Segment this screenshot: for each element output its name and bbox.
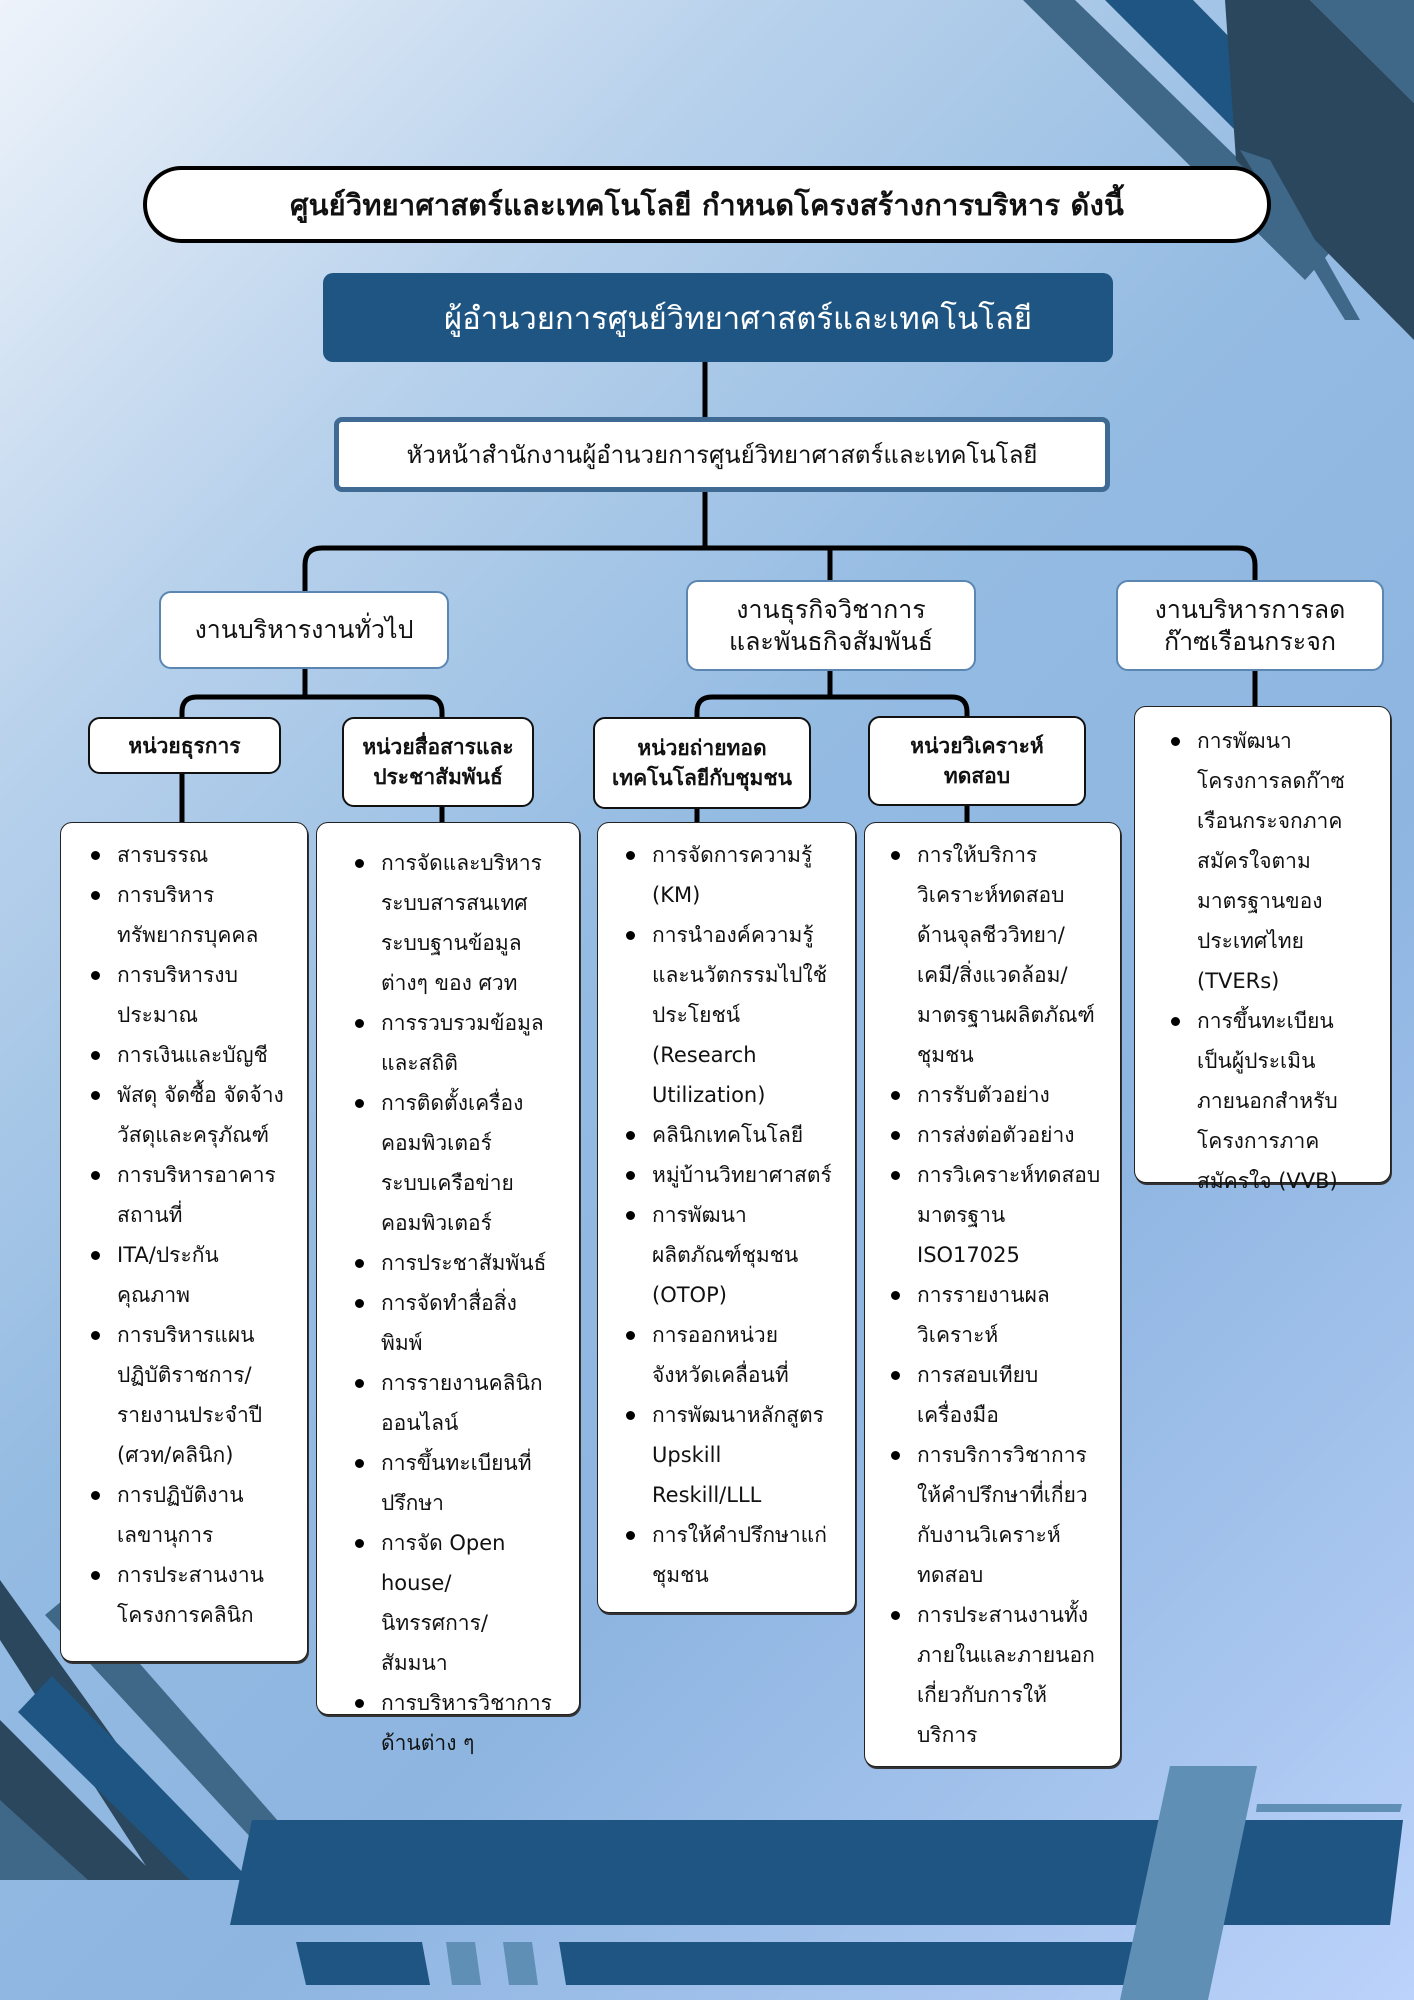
bullet-icon — [355, 1459, 364, 1468]
list-item-line: ISO17025 — [917, 1243, 1020, 1267]
list-item — [917, 1355, 1114, 1435]
list-item-line: พิมพ์ — [381, 1331, 423, 1355]
list-item — [381, 1083, 571, 1243]
list-item-line: คลินิกเทคโนโลยี — [652, 1123, 804, 1147]
list-item-line: เกี่ยวกับการให้ — [917, 1683, 1047, 1707]
bullet-icon — [891, 851, 900, 860]
bullet-icon — [91, 1571, 100, 1580]
unit-label-line: เทคโนโลยีกับชุมชน — [612, 766, 792, 790]
bullet-icon — [626, 1331, 635, 1340]
dept-label-line: งานบริหารงานทั่วไป — [194, 615, 414, 644]
list-item-line: ระบบสารสนเทศ — [381, 891, 528, 915]
list-item — [381, 1003, 571, 1083]
list-item-line: การขึ้นทะเบียน — [1197, 1009, 1334, 1033]
list-item-line: วัสดุและครุภัณฑ์ — [117, 1123, 270, 1147]
list-item-line: การบริหารแผน — [117, 1323, 255, 1347]
list-analysis-duties — [864, 822, 1121, 1767]
duty-list — [1197, 721, 1384, 1201]
bullet-icon — [355, 1379, 364, 1388]
bullet-icon — [91, 1171, 100, 1180]
bullet-icon — [891, 1291, 900, 1300]
list-item — [381, 1523, 571, 1683]
list-item — [381, 1683, 571, 1763]
list-item-line: ประเทศไทย — [1197, 929, 1304, 953]
list-item — [117, 1235, 299, 1315]
list-item-line: (Research — [652, 1043, 757, 1067]
list-item-line: ด้านจุลชีววิทยา/ — [917, 923, 1065, 947]
bullet-icon — [355, 1099, 364, 1108]
bullet-icon — [91, 1491, 100, 1500]
list-item-line: การรวบรวมข้อมูล — [381, 1011, 544, 1035]
list-item-line: การขึ้นทะเบียนที่ — [381, 1451, 532, 1475]
list-item-line: ปฏิบัติราชการ/ — [117, 1363, 252, 1387]
list-item-line: (TVERs) — [1197, 969, 1280, 993]
list-item-line: (KM) — [652, 883, 701, 907]
unit-label-line: หน่วยวิเคราะห์ — [910, 734, 1044, 758]
dept-label-line: งานธุรกิจวิชาการ — [736, 594, 926, 624]
list-item-line: ออนไลน์ — [381, 1411, 459, 1435]
list-item — [1197, 721, 1384, 1001]
dept-label-line: ก๊าซเรือนกระจก — [1164, 626, 1336, 656]
list-item — [381, 1283, 571, 1363]
list-item-line: การสอบเทียบ — [917, 1363, 1039, 1387]
list-item-line: ทรัพยากรบุคคล — [117, 923, 259, 947]
list-item-line: การบริหาร — [117, 883, 215, 907]
list-item-line: การนำองค์ความรู้ — [652, 923, 814, 947]
bullet-icon — [626, 1171, 635, 1180]
list-greenhouse-duties — [1134, 706, 1391, 1193]
list-item-line: การรับตัวอย่าง — [917, 1083, 1050, 1107]
list-item — [652, 1315, 849, 1395]
list-item — [917, 1595, 1114, 1755]
list-item-line: โครงการลดก๊าซ — [1197, 769, 1345, 793]
list-item-line: การวิเคราะห์ทดสอบ — [917, 1163, 1101, 1187]
list-item-line: ทดสอบ — [917, 1563, 984, 1587]
list-tech-transfer-duties — [597, 822, 856, 1613]
list-item-line: ITA/ประกัน — [117, 1243, 219, 1267]
dept-label-line: งานบริหารการลด — [1154, 594, 1346, 624]
list-item — [117, 1035, 299, 1075]
list-item — [117, 955, 299, 1035]
unit-label-line: หน่วยธุรการ — [128, 733, 241, 758]
list-item-line: คุณภาพ — [117, 1283, 191, 1307]
list-communication-duties — [316, 822, 580, 1755]
duty-list — [917, 835, 1114, 1755]
list-item-line: สารบรรณ — [117, 843, 209, 867]
bullet-icon — [626, 931, 635, 940]
unit-communication-pr — [342, 717, 534, 807]
list-item-line: กับงานวิเคราะห์ — [917, 1523, 1061, 1547]
bullet-icon — [626, 1531, 635, 1540]
list-item — [652, 1155, 849, 1195]
bullet-icon — [1171, 737, 1180, 746]
bullet-icon — [626, 1131, 635, 1140]
list-item-line: Upskill — [652, 1443, 722, 1467]
list-item-line: (OTOP) — [652, 1283, 727, 1307]
list-item-line: วิเคราะห์ — [917, 1323, 999, 1347]
bullet-icon — [91, 891, 100, 900]
list-item — [917, 1155, 1114, 1275]
bullet-icon — [1171, 1017, 1180, 1026]
list-item-line: Utilization) — [652, 1083, 766, 1107]
list-item-line: และสถิติ — [381, 1051, 458, 1075]
list-item — [381, 1443, 571, 1523]
bullet-icon — [626, 1211, 635, 1220]
bullet-icon — [91, 1331, 100, 1340]
list-item-line: ผลิตภัณฑ์ชุมชน — [652, 1243, 799, 1267]
list-item-line: การรายงานผล — [917, 1283, 1050, 1307]
bullet-icon — [91, 1251, 100, 1260]
list-item-line: สถานที่ — [117, 1203, 183, 1227]
bullet-icon — [355, 1299, 364, 1308]
list-item — [117, 835, 299, 875]
list-item-line: การติดตั้งเครื่อง — [381, 1091, 524, 1115]
head-office-box: หัวหน้าสำนักงานผู้อำนวยการศูนย์วิทยาศาสตร์และเทคโนโลยี — [334, 417, 1110, 492]
list-item-line: เครื่องมือ — [917, 1403, 999, 1427]
list-item-line: การจัด Open — [381, 1531, 506, 1555]
dept-academic-business — [686, 580, 976, 671]
list-item-line: ด้านต่าง ๆ — [381, 1731, 475, 1755]
list-item — [117, 875, 299, 955]
bullet-icon — [891, 1371, 900, 1380]
list-item-line: การส่งต่อตัวอย่าง — [917, 1123, 1075, 1147]
list-item-line: ประโยชน์ — [652, 1003, 741, 1027]
list-item-line: การบริการวิชาการ — [917, 1443, 1087, 1467]
list-item-line: และนวัตกรรมไปใช้ — [652, 963, 827, 987]
bullet-icon — [91, 1051, 100, 1060]
bullet-icon — [891, 1091, 900, 1100]
bullet-icon — [891, 1131, 900, 1140]
duty-list — [381, 843, 571, 1763]
list-item — [117, 1155, 299, 1235]
list-item-line: มาตรฐานของ — [1197, 889, 1323, 913]
list-item-line: ชุมชน — [652, 1563, 709, 1587]
list-item-line: การพัฒนา — [1197, 729, 1292, 753]
list-item — [917, 1115, 1114, 1155]
list-item-line: ชุมชน — [917, 1043, 974, 1067]
list-item — [381, 1243, 571, 1283]
list-item — [652, 1115, 849, 1155]
bullet-icon — [91, 851, 100, 860]
unit-label-line: หน่วยถ่ายทอด — [637, 736, 767, 760]
bullet-icon — [355, 1259, 364, 1268]
list-item-line: การจัดการความรู้ — [652, 843, 813, 867]
list-item — [381, 843, 571, 1003]
list-item — [117, 1075, 299, 1155]
list-item-line: พัสดุ จัดซื้อ จัดจ้าง — [117, 1083, 284, 1107]
bullet-icon — [355, 1019, 364, 1028]
bullet-icon — [891, 1611, 900, 1620]
list-item-line: รายงานประจำปี — [117, 1403, 263, 1427]
unit-label-line: ประชาสัมพันธ์ — [373, 765, 503, 789]
list-item-line: (ศวท/คลินิก) — [117, 1443, 234, 1467]
dept-label-line: และพันธกิจสัมพันธ์ — [728, 626, 934, 656]
page-title: ศูนย์วิทยาศาสตร์และเทคโนโลยี กำหนดโครงสร้างการบริหาร ดังนี้ — [143, 166, 1271, 243]
list-item-line: ระบบเครือข่าย — [381, 1171, 514, 1195]
unit-administration — [88, 717, 281, 774]
bullet-icon — [355, 859, 364, 868]
bullet-icon — [626, 851, 635, 860]
list-item-line: การให้บริการ — [917, 843, 1038, 867]
list-item — [652, 835, 849, 915]
bullet-icon — [355, 1539, 364, 1548]
list-item — [652, 1195, 849, 1315]
duty-list — [117, 835, 299, 1635]
list-item-line: เลขานุการ — [117, 1523, 214, 1547]
unit-tech-transfer — [593, 717, 811, 809]
list-item-line: สมัครใจ (VVB) — [1197, 1169, 1338, 1193]
list-item-line: โครงการภาค — [1197, 1129, 1320, 1153]
list-item-line: การบริหารวิชาการ — [381, 1691, 552, 1715]
list-item-line: มาตรฐาน — [917, 1203, 1006, 1227]
list-item — [652, 1395, 849, 1515]
list-item — [917, 1435, 1114, 1595]
unit-analysis-testing — [868, 716, 1086, 806]
list-item-line: house/ — [381, 1571, 452, 1595]
list-item-line: การให้คำปรึกษาแก่ — [652, 1523, 827, 1547]
list-item — [117, 1475, 299, 1555]
director-box: ผู้อำนวยการศูนย์วิทยาศาสตร์และเทคโนโลยี — [323, 273, 1113, 362]
list-item-line: การประชาสัมพันธ์ — [381, 1251, 547, 1275]
bullet-icon — [91, 971, 100, 980]
list-item-line: โครงการคลินิก — [117, 1603, 254, 1627]
list-item-line: คอมพิวเตอร์ — [381, 1131, 492, 1155]
bullet-icon — [891, 1451, 900, 1460]
list-item-line: บริการ — [917, 1723, 978, 1747]
list-item-line: ต่างๆ ของ ศวท — [381, 971, 518, 995]
list-item — [117, 1315, 299, 1475]
dept-general-admin — [159, 591, 449, 669]
list-item-line: การจัดทำสื่อสิ่ง — [381, 1291, 517, 1315]
list-item-line: ปรึกษา — [381, 1491, 444, 1515]
list-item — [117, 1555, 299, 1635]
list-item-line: ประมาณ — [117, 1003, 199, 1027]
unit-label-line: ทดสอบ — [943, 764, 1011, 788]
bullet-icon — [355, 1699, 364, 1708]
list-item-line: วิเคราะห์ทดสอบ — [917, 883, 1065, 907]
bullet-icon — [626, 1411, 635, 1420]
list-item-line: สัมมนา — [381, 1651, 448, 1675]
list-item — [917, 1075, 1114, 1115]
list-administration-duties — [60, 822, 308, 1662]
list-item — [652, 1515, 849, 1595]
list-item-line: การจัดและบริหาร — [381, 851, 542, 875]
list-item-line: การเงินและบัญชี — [117, 1043, 268, 1067]
list-item — [917, 835, 1114, 1075]
list-item-line: การรายงานคลินิก — [381, 1371, 543, 1395]
list-item — [1197, 1001, 1384, 1201]
list-item-line: หมู่บ้านวิทยาศาสตร์ — [652, 1163, 832, 1187]
list-item — [381, 1363, 571, 1443]
list-item-line: การพัฒนาหลักสูตร — [652, 1403, 824, 1427]
list-item-line: การพัฒนา — [652, 1203, 747, 1227]
list-item-line: คอมพิวเตอร์ — [381, 1211, 492, 1235]
list-item-line: เรือนกระจกภาค — [1197, 809, 1343, 833]
list-item-line: สมัครใจตาม — [1197, 849, 1311, 873]
list-item-line: เป็นผู้ประเมิน — [1197, 1049, 1316, 1073]
list-item-line: การประสานงาน — [117, 1563, 265, 1587]
bullet-icon — [91, 1091, 100, 1100]
list-item-line: มาตรฐานผลิตภัณฑ์ — [917, 1003, 1095, 1027]
list-item-line: ให้คำปรึกษาที่เกี่ยว — [917, 1483, 1088, 1507]
bullet-icon — [891, 1171, 900, 1180]
list-item-line: Reskill/LLL — [652, 1483, 762, 1507]
duty-list — [652, 835, 849, 1595]
list-item-line: การบริหารงบ — [117, 963, 238, 987]
list-item-line: การปฏิบัติงาน — [117, 1483, 244, 1507]
dept-greenhouse-gas — [1116, 580, 1384, 671]
list-item-line: การออกหน่วย — [652, 1323, 779, 1347]
unit-label-line: หน่วยสื่อสารและ — [362, 735, 514, 759]
list-item-line: การบริหารอาคาร — [117, 1163, 276, 1187]
list-item — [917, 1275, 1114, 1355]
list-item-line: นิทรรศการ/ — [381, 1611, 488, 1635]
list-item — [652, 915, 849, 1115]
list-item-line: จังหวัดเคลื่อนที่ — [652, 1363, 789, 1387]
list-item-line: ระบบฐานข้อมูล — [381, 931, 522, 955]
list-item-line: ภายในและภายนอก — [917, 1643, 1095, 1667]
list-item-line: ภายนอกสำหรับ — [1197, 1089, 1338, 1113]
list-item-line: การประสานงานทั้ง — [917, 1603, 1089, 1627]
list-item-line: เคมี/สิ่งแวดล้อม/ — [917, 963, 1068, 987]
